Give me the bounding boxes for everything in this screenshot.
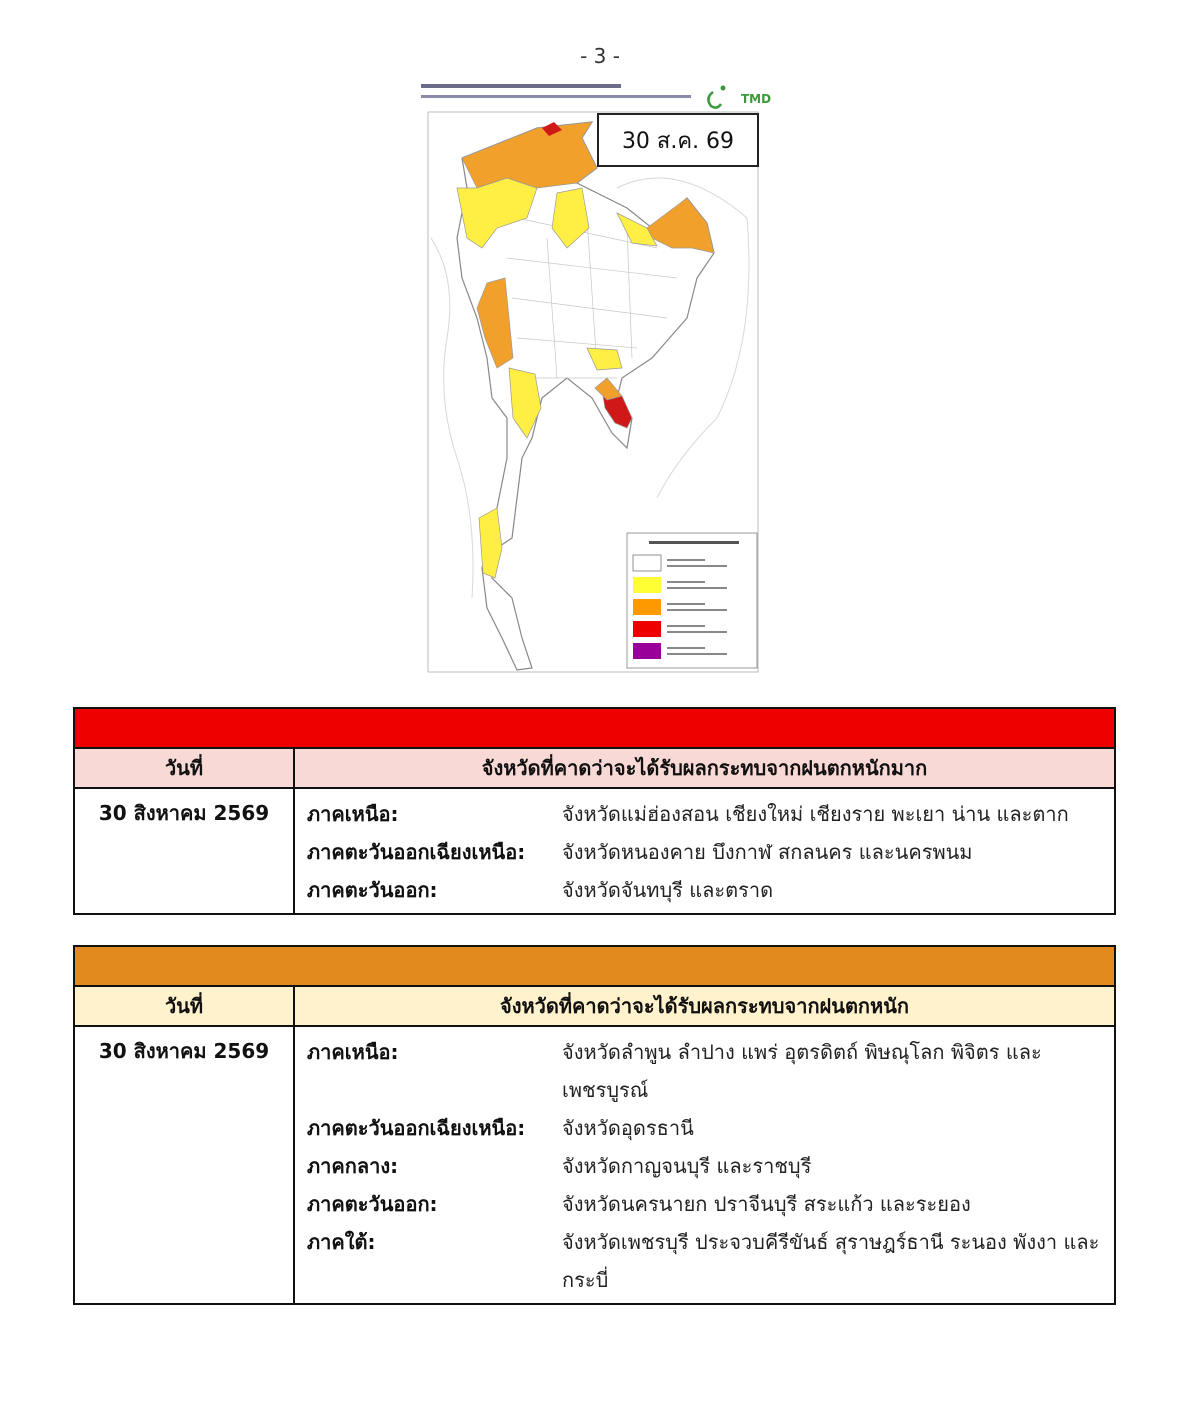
region-provinces: จังหวัดกาญจนบุรี และราชบุรี [562,1154,812,1178]
region-list [295,1027,1114,1303]
map-legend [627,533,757,668]
legend-swatch [633,643,661,659]
region-line [307,1223,1114,1299]
provinces-column-header: จังหวัดที่คาดว่าจะได้รับผลกระทบจากฝนตกหนัก [499,994,910,1018]
region-name: ภาคใต้: [307,1230,376,1254]
region-name: ภาคกลาง: [307,1154,399,1178]
map-header-line [421,84,621,88]
region-provinces: จังหวัดนครนายก ปราจีนบุรี สระแก้ว และระยอง [562,1192,971,1216]
date-column-header: วันที่ [75,987,295,1025]
region-list [295,789,1114,913]
table-header [75,987,1114,1027]
region-name: ภาคตะวันออกเฉียงเหนือ: [307,840,526,864]
page-number: - 3 - [580,44,620,68]
region-line [307,833,1114,871]
legend-swatch [633,621,661,637]
region-name: ภาคตะวันออก: [307,1192,438,1216]
forecast-date: 30 สิงหาคม 2569 [75,789,295,913]
table-header [75,749,1114,789]
region-name: ภาคตะวันออก: [307,878,438,902]
region-line [307,1033,1114,1109]
region-provinces: จังหวัดแม่ฮ่องสอน เชียงใหม่ เชียงราย พะเยา น่าน และตาก [562,802,1069,826]
region-line [307,795,1114,833]
region-provinces: จังหวัดลำพูน ลำปาง แพร่ อุตรดิตถ์ พิษณุโลก พิจิตร และเพชรบูรณ์ [562,1040,1042,1102]
severity-band-red [75,709,1114,749]
region-provinces: จังหวัดเพชรบุรี ประจวบคีรีขันธ์ สุราษฎร์ธานี ระนอง พังงา และกระบี่ [562,1230,1100,1292]
legend-swatch [633,577,661,593]
region-name: ภาคเหนือ: [307,1040,399,1064]
forecast-date: 30 สิงหาคม 2569 [75,1027,295,1303]
region-line [307,1109,1114,1147]
region-name: ภาคเหนือ: [307,802,399,826]
region-name: ภาคตะวันออกเฉียงเหนือ: [307,1116,526,1140]
table-row [75,1027,1114,1303]
rainfall-forecast-map [417,78,777,676]
legend-swatch [633,555,661,571]
tmd-logo-icon [708,86,725,108]
map-header-subline [421,95,691,98]
region-provinces: จังหวัดอุดรธานี [562,1116,694,1140]
very-heavy-rain-table [73,707,1116,915]
provinces-column-header: จังหวัดที่คาดว่าจะได้รับผลกระทบจากฝนตกหนักมาก [481,756,928,780]
date-column-header: วันที่ [75,749,295,787]
map-date-label: 30 ส.ค. 69 [621,129,735,154]
legend-swatch [633,599,661,615]
region-provinces: จังหวัดจันทบุรี และตราด [562,878,774,902]
heavy-rain-table [73,945,1116,1305]
region-provinces: จังหวัดหนองคาย บึงกาฬ สกลนคร และนครพนม [562,840,973,864]
region-line [307,1185,1114,1223]
severity-band-orange [75,947,1114,987]
table-row [75,789,1114,913]
tmd-logo-text: TMD [741,92,772,106]
region-line [307,1147,1114,1185]
region-line [307,871,1114,909]
